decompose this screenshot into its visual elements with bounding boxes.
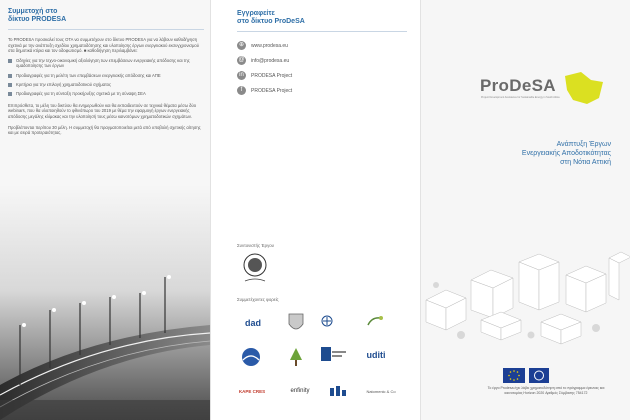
partner-logo-blue (321, 347, 347, 361)
partner-logo-tree (287, 346, 305, 370)
bullet-square-icon (8, 74, 12, 78)
city-illustration (421, 240, 630, 350)
linkedin-icon: in (237, 71, 246, 80)
partner-logo-uditi: uditi (366, 350, 386, 360)
facebook-icon: f (237, 86, 246, 95)
partner-logo-wave (239, 346, 263, 368)
email-icon: @ (238, 57, 245, 63)
linkedin-link[interactable]: in PRODESA Project (237, 71, 407, 80)
cover-heading-line3: στη Νότια Αττική (560, 159, 611, 166)
register-section (237, 10, 407, 101)
globe-icon: ⊕ (238, 42, 245, 48)
partners-label: Συμμετέχοντες φορείς (237, 297, 279, 302)
list-item: Προδιαγραφές για τη μελέτη των επεμβάσεων ενεργειακής απόδοσης και ΑΠΕ (8, 73, 204, 78)
cover-heading-line1: Ανάπτυξη Έργων (556, 141, 611, 148)
partner-logo-kape: KAPE CRES (238, 388, 266, 394)
partner-logo-dad: dad (244, 318, 261, 328)
website-link[interactable]: ⊕ www.prodesa.eu (238, 42, 288, 49)
left-panel (0, 0, 210, 420)
webinar-paragraph: Επιπρόσθετα, το μέλη του δικτύου θα ενημερωθούν και θα εκπαιδευτούν σε τεχνικά θέματα μέσω δύο webinars, που θα υλοποιηθούν το φθινόπωρο του 2019 με θέμα την εφαρμογή έργων ενεργειακής απόδοσης μεγάλης κλίμακας και την υλοποίησή τους μέσω καινοτόμων χρηματοδοτικών σχημάτων. (8, 102, 197, 119)
middle-panel (210, 0, 421, 420)
guidance-list (8, 58, 204, 97)
list-item: Οδηγίες για την τεχνο-οικονομική αξιολόγηση των επεμβάσεων ενεργειακής απόδοσης και της ομαδοποίησης των έργων (8, 58, 204, 69)
cover-heading-line2: Ενεργειακής Αποδοτικότητας (521, 150, 611, 157)
bullet-square-icon (8, 92, 12, 96)
divider (237, 31, 407, 32)
partner-logo-bars (329, 385, 351, 397)
intro-text: Το PRODESA προσκαλεί τους ΟΤΑ να συμμετέχουν στο δίκτυο PRODESA για να λάβουν καθοδήγηση σχετικά με την ανάπτυξη σχεδίου χρηματοδότησης και υλοποίησης έργων ενεργειακού εκσυγχρονισμού στα δημοτικά κτίρια και τον οδοφωτισμό. ■ καθοδήγηση περιλαμβάνει: (8, 37, 200, 54)
participation-title-line2: δίκτυο PRODESA (8, 16, 67, 23)
funding-note: Το έργο Prodesa έχει λάβει χρηματοδότηση από το πρόγραμμα έρευνας και καινοτομίας Horizon 2020 Αριθμός Σύμβασης 754172 (487, 386, 605, 395)
coordinator-label: Συντονιστής Έργου (237, 243, 274, 248)
participation-section (8, 8, 204, 136)
partner-logo-leaf (366, 315, 386, 327)
partner-logo-enfinity: enfinity (290, 388, 310, 394)
horizon-logo-icon (529, 368, 549, 383)
divider (8, 29, 204, 30)
register-title-line1: Εγγραφείτε (237, 10, 275, 17)
prodesa-logo-text: ProDeSA (480, 76, 556, 95)
bridge-photo (0, 185, 210, 420)
partner-logo-ministry (335, 316, 357, 326)
list-item: Προδιαγραφές για τη σύνταξη προκήρυξης σχετικά με τη σύναψη ΣΕΑ (8, 91, 204, 96)
register-title-line2: στο δίκτυο ProDeSA (237, 18, 305, 25)
email-link[interactable]: @ info@prodesa.eu (238, 57, 290, 64)
partner-logo-crest (287, 312, 305, 334)
cover-heading (421, 140, 611, 167)
eu-flag-icon (503, 368, 525, 383)
members-paragraph: Προβλέπονται περίπου 30 μέλη. Η συμμετοχή θα πραγματοποιείται μετά από υποβολή σχετικής αίτησης και με σειρά προτεραιότητας. (8, 124, 201, 136)
facebook-link[interactable]: f PRODESA Project (237, 86, 407, 95)
participation-title-line1: Συμμετοχή στο (8, 8, 58, 15)
bullet-square-icon (8, 83, 12, 87)
coordinator-logo (241, 252, 269, 284)
cover-panel (420, 0, 630, 420)
prodesa-logo-subtitle: Project Development Assistance for Sustainable Energy in South Attica (481, 96, 560, 99)
partner-logo-natomenic: Natomenic & Co (366, 388, 396, 394)
list-item: Κριτήρια για την επιλογή χρηματοδοτικού σχήματος (8, 82, 204, 87)
bullet-square-icon (8, 59, 12, 63)
partner-logo-greek-emblem (321, 315, 333, 327)
